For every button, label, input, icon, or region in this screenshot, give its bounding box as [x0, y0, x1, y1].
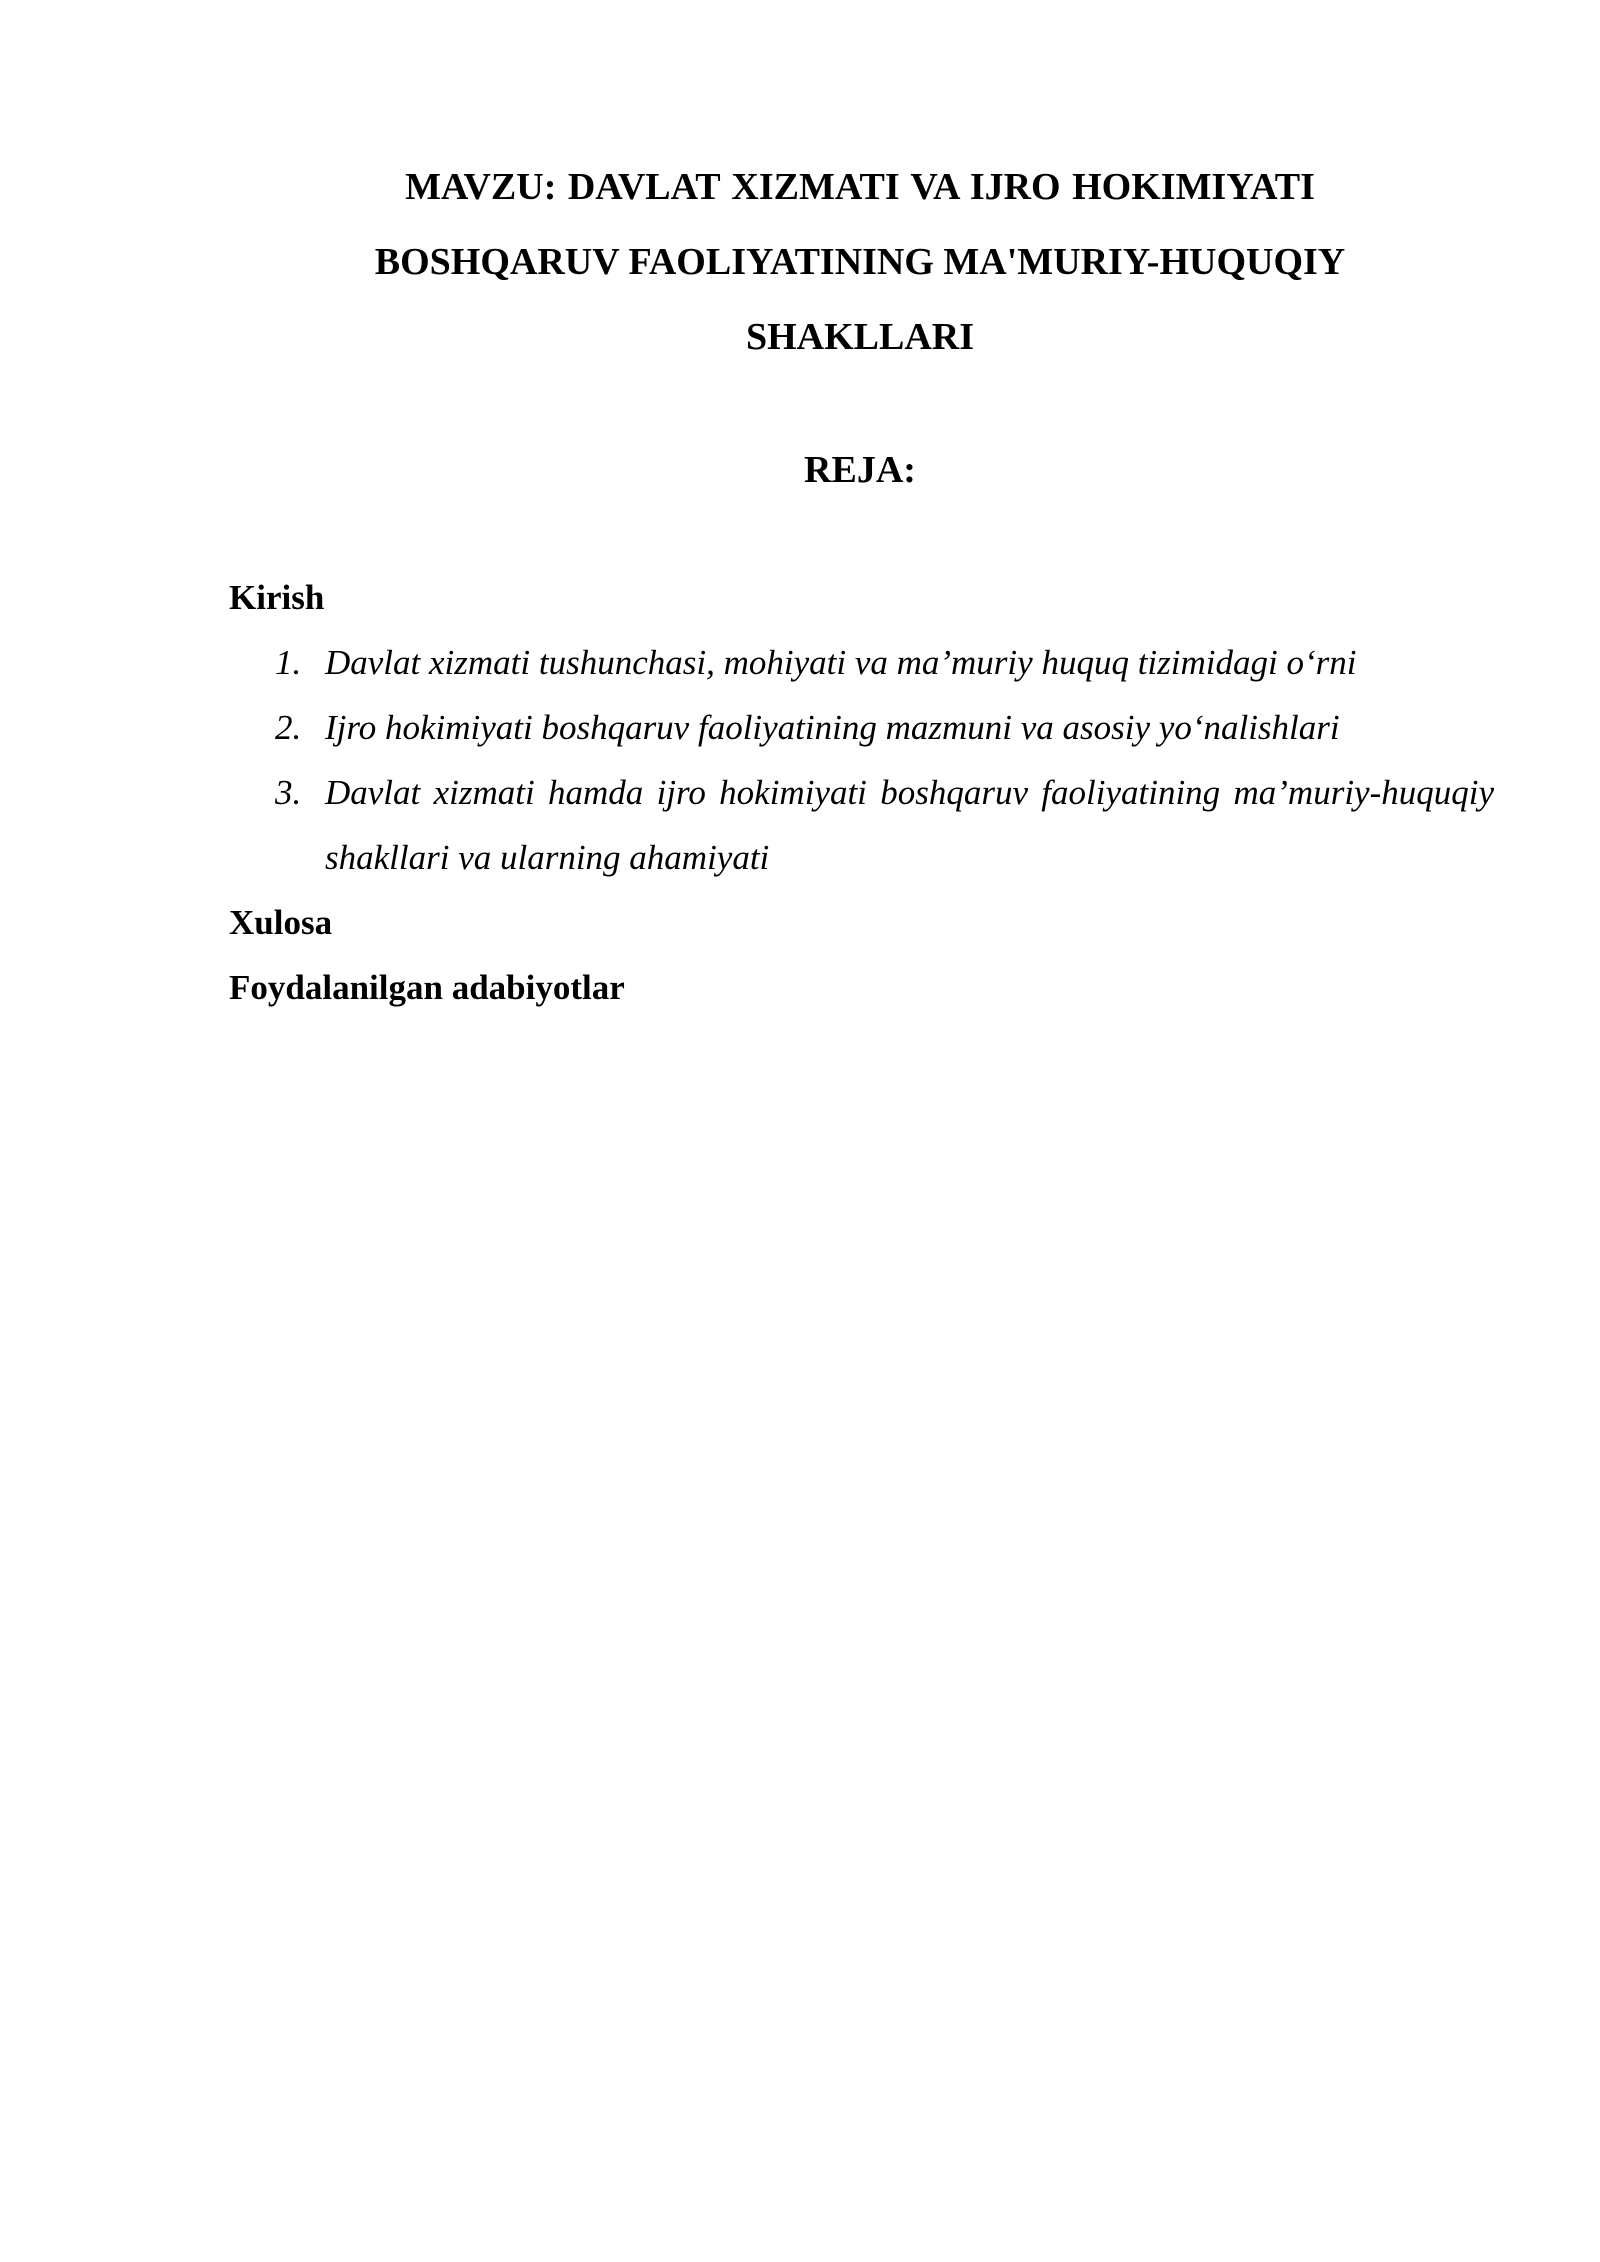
intro-heading: Kirish: [229, 578, 325, 617]
plan-item-number: 2.: [275, 708, 302, 747]
title-line-3: SHAKLLARI: [745, 316, 975, 358]
plan-item: [229, 630, 1494, 695]
title-line-2: BOSHQARUV FAOLIYATINING MA'MURIY-HUQUQIY: [374, 241, 1346, 283]
conclusion-heading: Xulosa: [229, 903, 333, 942]
plan-item: [229, 695, 1494, 760]
plan-heading: REJA:: [804, 449, 916, 491]
plan-item-number: 3.: [275, 773, 302, 812]
plan-item-text: Davlat xizmati hamda ijro hokimiyati boshqaruv faoliyatining ma’muriy-huquqiy shakllari va ularning ahamiyati: [325, 773, 1494, 877]
plan-item-text: Ijro hokimiyati boshqaruv faoliyatining mazmuni va asosiy yo‘nalishlari: [325, 708, 1340, 747]
plan-item-text: Davlat xizmati tushunchasi, mohiyati va ma’muriy huquq tizimidagi o‘rni: [325, 643, 1357, 682]
references-heading: Foydalanilgan adabiyotlar: [229, 968, 625, 1007]
plan-list: [229, 630, 1494, 890]
plan-item-number: 1.: [275, 643, 302, 682]
title-line-1: MAVZU: DAVLAT XIZMATI VA IJRO HOKIMIYATI: [405, 166, 1315, 208]
plan-item: [229, 760, 1494, 890]
document-title: [230, 150, 1490, 375]
plan-section: [229, 565, 1494, 1020]
